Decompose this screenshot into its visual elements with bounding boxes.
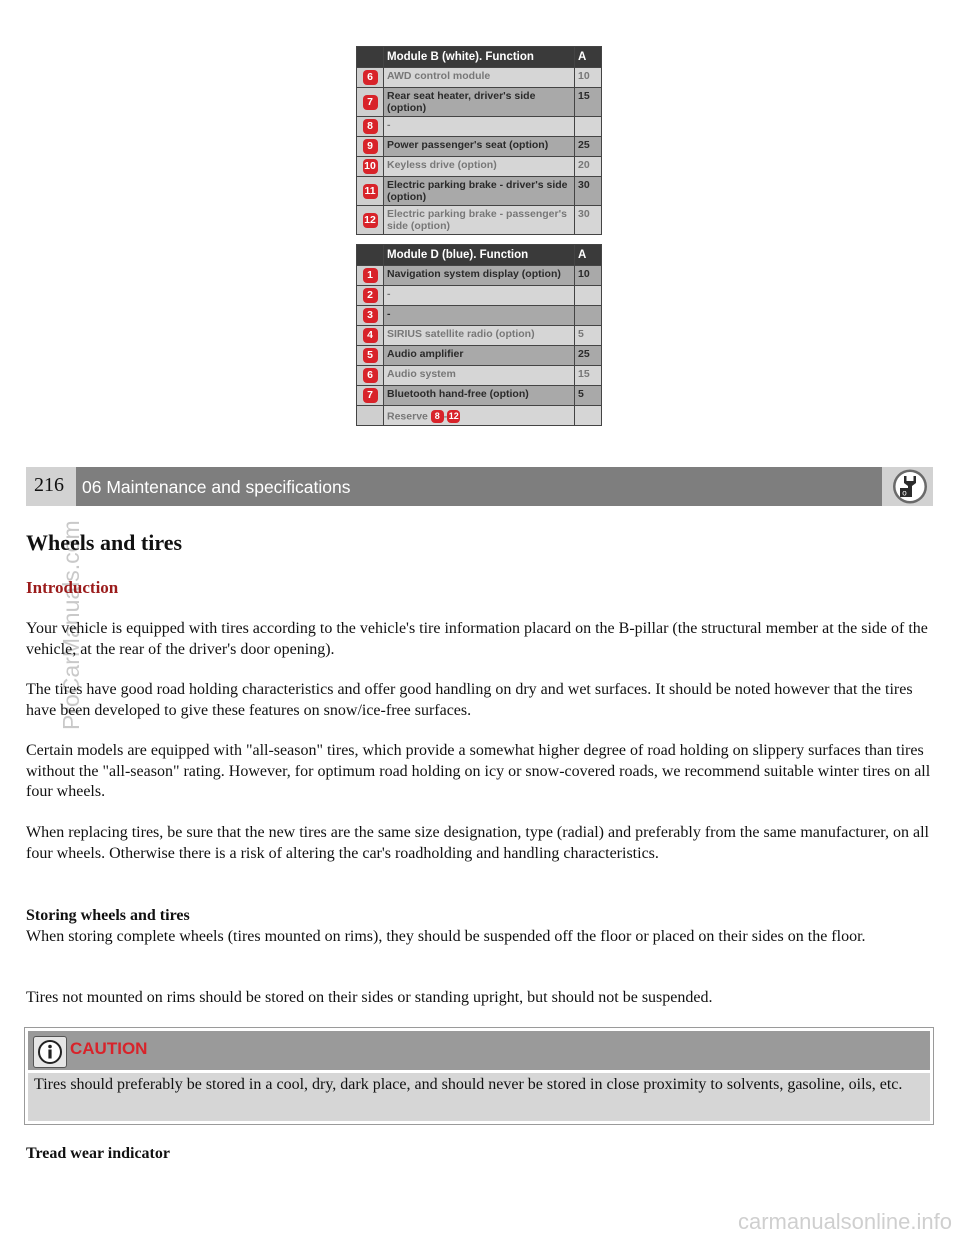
fuse-number-cell [357, 366, 384, 386]
table-row [357, 286, 602, 306]
fuse-number-badge: 9 [363, 139, 378, 154]
function-cell: - [384, 286, 575, 306]
storing-heading: Storing wheels and tires [26, 907, 190, 924]
function-cell: - [384, 306, 575, 326]
fuse-number-badge: 7 [363, 95, 378, 110]
fuse-number-badge: 10 [364, 160, 376, 172]
storing-section [26, 906, 936, 947]
amperage-cell: 30 [575, 206, 602, 235]
wrench-tool-icon [887, 467, 933, 506]
table-row [357, 326, 602, 346]
header-function-cell: Module D (blue). Function [384, 245, 575, 266]
module-d-table [356, 244, 602, 426]
amperage-cell: 5 [575, 386, 602, 406]
function-cell: - [384, 117, 575, 137]
fuse-number-badge: 5 [363, 348, 378, 363]
header-num-cell [357, 47, 384, 68]
paragraph-storing-wheels: When storing complete wheels (tires mounted on rims), they should be suspended off the floor or placed on their sides on the floor. [26, 927, 866, 945]
module-b-table [356, 46, 602, 235]
table-row [357, 306, 602, 326]
fuse-number-cell [357, 157, 384, 177]
amperage-cell: 5 [575, 326, 602, 346]
amperage-cell: 25 [575, 346, 602, 366]
footer-url: carmanualsonline.info [737, 1209, 952, 1234]
paragraph-storing-tires: Tires not mounted on rims should be stored on their sides or standing upright, but should not be suspended. [26, 989, 713, 1006]
header-amp-cell: A [575, 245, 602, 266]
table-header-row [357, 47, 602, 68]
fuse-number-badge: 3 [363, 308, 378, 323]
fuse-number-cell [357, 137, 384, 157]
reserve-to-badge: 12 [448, 411, 459, 421]
fuse-number-cell [357, 88, 384, 117]
paragraph-placard: Your vehicle is equipped with tires according to the vehicle's tire information placard on the B-pillar (the structural member at the side of the vehicle, at the rear of the driver's door opening). [26, 620, 928, 658]
watermark-text: ProCarManuals.com [58, 520, 84, 730]
table-row [357, 206, 602, 235]
function-cell: Power passenger's seat (option) [384, 137, 575, 157]
svg-text:o: o [902, 488, 907, 498]
reserve-separator: - [443, 410, 448, 423]
reserve-row [357, 406, 602, 426]
table-row [357, 137, 602, 157]
function-cell: Bluetooth hand-free (option) [384, 386, 575, 406]
table-header-row [357, 245, 602, 266]
amperage-cell: 30 [575, 177, 602, 206]
table-row [357, 386, 602, 406]
page-number: 216 [26, 467, 72, 506]
chapter-title: 06 Maintenance and specifications [76, 467, 882, 506]
table-row [357, 346, 602, 366]
paragraph-all-season: Certain models are equipped with "all-season" tires, which provide a somewhat higher degree of road holding on slippery surfaces than tires without the "all-season" rating. However, for optimum road holding on icy or snow-covered roads, we recommend suitable winter tires on all four wheels. [26, 742, 931, 800]
fuse-number-cell [357, 346, 384, 366]
reserve-cell [384, 406, 575, 426]
function-cell: Electric parking brake - passenger's side (option) [384, 206, 575, 235]
table-row [357, 117, 602, 137]
table-row [357, 88, 602, 117]
fuse-number-badge: 4 [363, 328, 378, 343]
fuse-number-badge: 6 [363, 70, 378, 85]
function-cell: Keyless drive (option) [384, 157, 575, 177]
function-cell: Audio system [384, 366, 575, 386]
function-cell: Electric parking brake - driver's side (option) [384, 177, 575, 206]
module-b-body [357, 47, 602, 235]
module-d-body [357, 245, 602, 426]
fuse-number-cell [357, 177, 384, 206]
page-title: Wheels and tires [26, 530, 183, 555]
fuse-number-badge: 7 [363, 388, 378, 403]
table-row [357, 177, 602, 206]
fuse-number-badge: 2 [363, 288, 378, 303]
function-cell: Audio amplifier [384, 346, 575, 366]
paragraph-road-holding: The tires have good road holding characteristics and offer good handling on dry and wet surfaces. It should be noted however that the tires have been developed to give these features on snow/ice-free surfaces. [26, 681, 913, 719]
function-cell: Navigation system display (option) [384, 266, 575, 286]
table-row [357, 366, 602, 386]
amperage-cell: 10 [575, 266, 602, 286]
fuse-number-badge: 1 [363, 268, 378, 283]
header-function-cell: Module B (white). Function [384, 47, 575, 68]
fuse-number-cell [357, 386, 384, 406]
fuse-number-cell [357, 326, 384, 346]
table-row [357, 157, 602, 177]
info-icon [33, 1036, 67, 1068]
caution-box [24, 1027, 934, 1125]
tread-wear-heading: Tread wear indicator [26, 1145, 170, 1162]
fuse-number-cell [357, 306, 384, 326]
section-header-bar [26, 467, 933, 506]
fuse-number-badge: 11 [364, 184, 376, 197]
amperage-cell [575, 117, 602, 137]
reserve-amp-cell [575, 406, 602, 426]
function-cell: Rear seat heater, driver's side (option) [384, 88, 575, 117]
fuse-number-cell [357, 117, 384, 137]
caution-label: CAUTION [70, 1039, 148, 1058]
function-cell: AWD control module [384, 68, 575, 88]
fuse-number-cell [357, 68, 384, 88]
amperage-cell: 15 [575, 366, 602, 386]
paragraph-replacing: When replacing tires, be sure that the new tires are the same size designation, type (radial) and preferably from the same manufacturer, on all four wheels. Otherwise there is a risk of altering the car's roadholding and handling characteristics. [26, 824, 929, 862]
reserve-from-badge: 8 [431, 410, 444, 423]
reserve-num-cell [357, 406, 384, 426]
reserve-label: Reserve [387, 410, 428, 423]
table-row [357, 266, 602, 286]
fuse-number-cell [357, 286, 384, 306]
amperage-cell: 20 [575, 157, 602, 177]
function-cell: SIRIUS satellite radio (option) [384, 326, 575, 346]
amperage-cell: 25 [575, 137, 602, 157]
fuse-number-badge: 8 [363, 119, 378, 134]
fuse-number-badge: 6 [363, 368, 378, 383]
caution-text: Tires should preferably be stored in a cool, dry, dark place, and should never be stored in close proximity to solvents, gasoline, oils, etc. [28, 1073, 930, 1121]
fuse-number-badge: 12 [364, 213, 376, 226]
fuse-number-cell [357, 206, 384, 235]
table-row [357, 68, 602, 88]
caution-header [28, 1031, 930, 1070]
fuse-number-cell [357, 266, 384, 286]
amperage-cell: 10 [575, 68, 602, 88]
introduction-heading: Introduction [26, 578, 119, 597]
header-num-cell [357, 245, 384, 266]
header-amp-cell: A [575, 47, 602, 68]
amperage-cell [575, 306, 602, 326]
amperage-cell: 15 [575, 88, 602, 117]
amperage-cell [575, 286, 602, 306]
